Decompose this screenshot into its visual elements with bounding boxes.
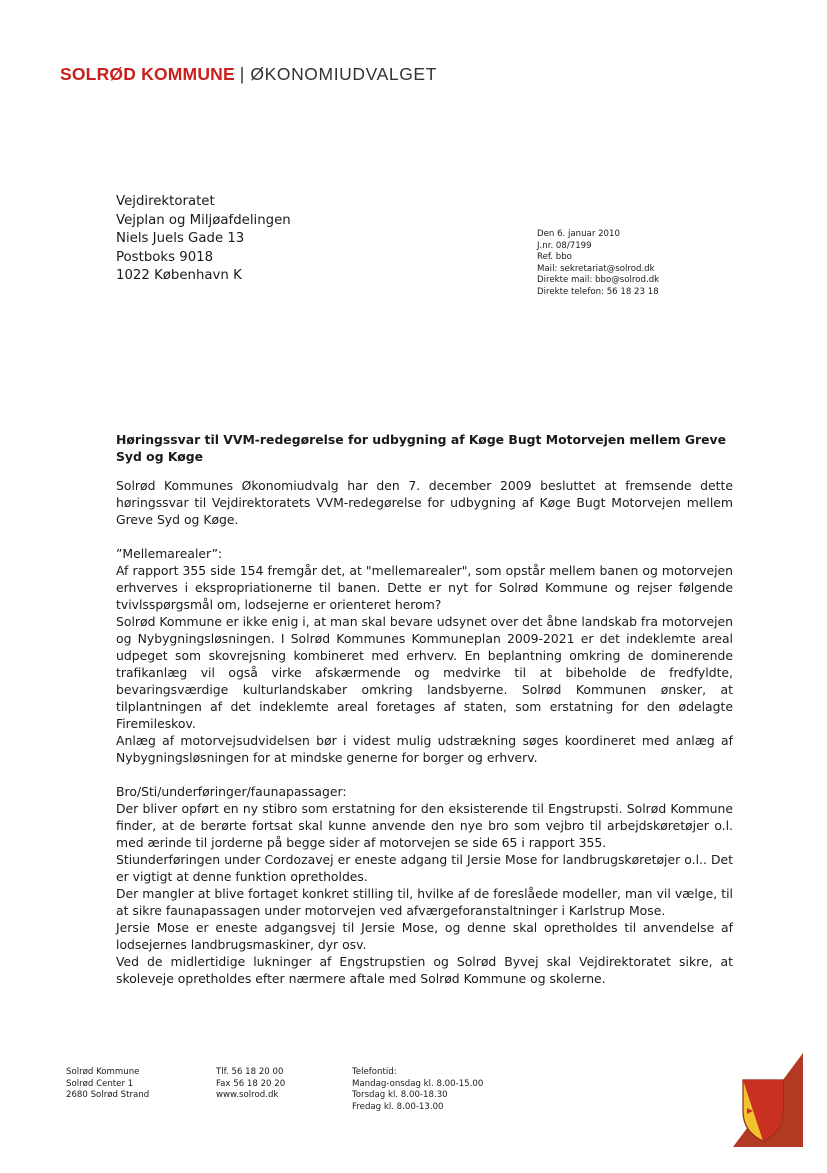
paragraph: Stiunderføringen under Cordozavej er eneste adgang til Jersie Mose for landbrugskøretøjer o.l.. Det er vigtigt at denne funktion opretholdes. <box>116 852 733 884</box>
paragraph: Der bliver opført en ny stibro som erstatning for den eksisterende til Engstrupsti. Solrød Kommune finder, at de berørte fortsat skal kunne anvende den nye bro som vejbro til arbejdskøretøjer o.l. med ærinde til jorderne på begge sider af motorvejen se side 65 i rapport 355. <box>116 801 733 850</box>
paragraph: Solrød Kommune er ikke enig i, at man skal bevare udsynet over det åbne landskab fra motorvejen og Nybygningsløsningen. I Solrød Kommunes Kommuneplan 2009-2021 er det indeklemte areal udpeget som skovrejsning kombineret med erhverv. En beplantning omkring de dominerende trafikanlæg vil også virke afskærmende og medvirke til at bibeholde de fredfyldte, bevaringsværdige kulturlandskaber omkring landsbyerne. Solrød Kommunen ønsker, at tilplantningen af det indeklemte areal foretages af staten, som erstatning for den ødelagte Firemileskov. <box>116 614 733 731</box>
section-heading: ”Mellemarealer”: <box>116 546 223 561</box>
recipient-line: Niels Juels Gade 13 <box>116 231 245 247</box>
footer-line: 2680 Solrød Strand <box>66 1090 150 1100</box>
direct-phone: Direkte telefon: 56 18 23 18 <box>537 286 659 297</box>
section-heading: Bro/Sti/underføringer/faunapassager: <box>116 784 347 799</box>
reference-initials: Ref. bbo <box>537 252 572 263</box>
letter-date: Den 6. januar 2010 <box>537 229 620 239</box>
department-name: | ØKONOMIUDVALGET <box>239 64 437 84</box>
letterhead <box>60 64 437 85</box>
recipient-line: Vejplan og Miljøafdelingen <box>116 212 291 228</box>
footer-phone: Tlf. 56 18 20 00 <box>216 1067 284 1077</box>
footer-line: Telefontid: <box>352 1067 397 1077</box>
footer-line: Solrød Center 1 <box>66 1078 134 1089</box>
paragraph: Der mangler at blive fortaget konkret stilling til, hvilke af de foreslåede modeller, man vil vælge, til at sikre faunapassagen under motorvejen ved afværgeforanstaltninger i Karlstrup Mose. <box>116 886 733 918</box>
recipient-address <box>116 193 291 286</box>
letter-title: Høringssvar til VVM-redegørelse for udbygning af Køge Bugt Motorvejen mellem Greve Syd og Køge <box>116 432 727 464</box>
footer-line: Solrød Kommune <box>66 1067 140 1077</box>
footer-hours <box>352 1067 483 1113</box>
recipient-line: Vejdirektoratet <box>116 194 215 209</box>
footer-contact <box>216 1067 285 1102</box>
letter-body <box>116 477 733 987</box>
solrod-crest-icon <box>733 1053 803 1147</box>
mail-address: Mail: sekretariat@solrod.dk <box>537 263 655 274</box>
paragraph: Ved de midlertidige lukninger af Engstrupstien og Solrød Byvej skal Vejdirektoratet sikre, at skoleveje opretholdes efter nærmere aftale med Solrød Kommune og skolerne. <box>116 954 733 986</box>
reference-block <box>537 229 659 299</box>
journal-number: J.nr. 08/7199 <box>537 240 592 251</box>
footer-fax: Fax 56 18 20 20 <box>216 1078 286 1089</box>
footer-address <box>66 1067 149 1102</box>
intro-paragraph: Solrød Kommunes Økonomiudvalg har den 7. december 2009 besluttet at fremsende dette høringssvar til Vejdirektoratets VVM-redegørelse for udbygning af Køge Bugt Motorvejen mellem Greve Syd og Køge. <box>116 478 733 527</box>
recipient-line: Postboks 9018 <box>116 249 214 265</box>
footer-line: Mandag-onsdag kl. 8.00-15.00 <box>352 1078 484 1089</box>
paragraph: Af rapport 355 side 154 fremgår det, at "mellemarealer", som opstår mellem banen og motorvejen erhverves i ekspropriationerne til banen. Dette er nyt for Solrød Kommune og rejser følgende tvivlsspørgsmål om, lodsejerne er orienteret herom? <box>116 563 733 612</box>
footer-line: Torsdag kl. 8.00-18.30 <box>352 1090 448 1100</box>
paragraph: Jersie Mose er eneste adgangsvej til Jersie Mose, og denne skal opretholdes til anvendelse af lodsejernes landbrugsmaskiner, dyr osv. <box>116 920 733 952</box>
paragraph: Anlæg af motorvejsudvidelsen bør i videst mulig udstrækning søges koordineret med anlæg af Nybygningsløsningen for at mindske generne for borger og erhverv. <box>116 733 733 765</box>
footer-website: www.solrod.dk <box>216 1090 279 1100</box>
organization-name: SOLRØD KOMMUNE <box>60 64 235 84</box>
footer-line: Fredag kl. 8.00-13.00 <box>352 1101 444 1112</box>
direct-mail: Direkte mail: bbo@solrod.dk <box>537 275 660 286</box>
recipient-line: 1022 København K <box>116 268 242 284</box>
